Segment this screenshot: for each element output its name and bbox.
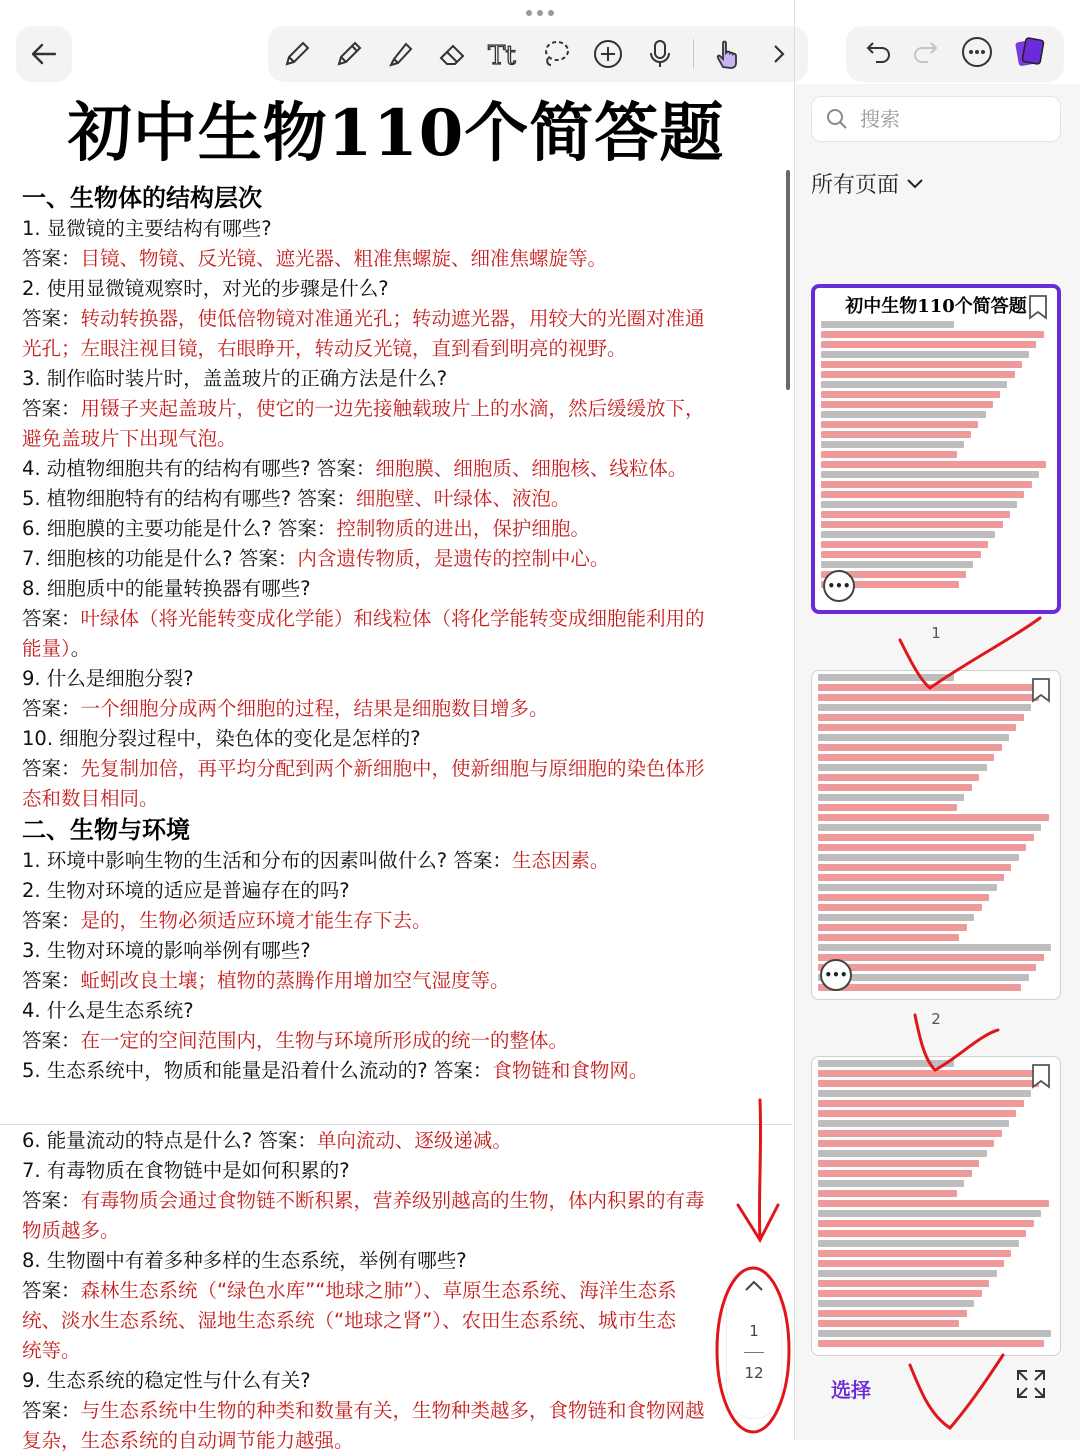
thumbnail-line xyxy=(818,1280,989,1287)
answer: 答案：与生态系统中生物的种类和数量有关，生物种类越多，食物链和食物网越 xyxy=(22,1399,705,1422)
thumbnail-line xyxy=(818,904,982,911)
thumbnail-line xyxy=(821,361,1022,368)
thumbnail-line xyxy=(818,874,1004,881)
question-answer: 1. 环境中影响生物的生活和分布的因素叫做什么? 答案：生态因素。 xyxy=(22,849,610,872)
thumbnail-line xyxy=(818,1190,957,1197)
thumbnail-line xyxy=(818,1170,972,1177)
thumbnail-line xyxy=(818,1120,1009,1127)
question: 10. 细胞分裂过程中，染色体的变化是怎样的? xyxy=(22,727,421,750)
thumbnail-line xyxy=(818,864,1011,871)
lasso-icon[interactable] xyxy=(538,35,576,73)
answer: 答案：有毒物质会通过食物链不断积累，营养级别越高的生物，体内积累的有毒 xyxy=(22,1189,705,1212)
right-toolbar xyxy=(846,26,1064,82)
back-button[interactable] xyxy=(16,26,72,82)
expand-icon[interactable] xyxy=(1015,1368,1047,1404)
page-navigator[interactable] xyxy=(727,1268,781,1418)
question: 9. 什么是细胞分裂? xyxy=(22,667,194,690)
thumbnail-line xyxy=(818,1130,1002,1137)
thumbnail-line xyxy=(818,1230,1026,1237)
answer: 答案：目镜、物镜、反光镜、遮光器、粗准焦螺旋、细准焦螺旋等。 xyxy=(22,247,608,270)
question: 8. 细胞质中的能量转换器有哪些? xyxy=(22,577,311,600)
question: 3. 生物对环境的影响举例有哪些? xyxy=(22,939,311,962)
drawing-toolbar xyxy=(268,26,808,82)
highlighter-icon[interactable] xyxy=(382,35,420,73)
section-1 xyxy=(22,182,762,1086)
thumbnail-line xyxy=(818,1090,1031,1097)
thumbnail-line xyxy=(821,371,1015,378)
thumbnail-line xyxy=(818,1110,1016,1117)
touch-hand-icon[interactable] xyxy=(708,35,746,73)
page-filter-dropdown[interactable] xyxy=(811,168,925,199)
thumbnail-line xyxy=(818,844,1026,851)
question-answer: 6. 能量流动的特点是什么? 答案：单向流动、逐级递减。 xyxy=(22,1129,512,1152)
page-thumbnail-2[interactable] xyxy=(811,670,1061,1000)
undo-icon[interactable] xyxy=(864,40,892,68)
thumbnail-line xyxy=(821,351,1029,358)
total-pages: 12 xyxy=(744,1364,764,1382)
thumbnail-line xyxy=(818,804,957,811)
thumbnail-line xyxy=(818,674,954,681)
answer-continued: 光孔；左眼注视目镜，右眼睁开，转动反光镜，直到看到明亮的视野。 xyxy=(22,337,627,360)
eraser-icon[interactable] xyxy=(434,35,472,73)
thumbnail-line xyxy=(821,391,1000,398)
answer: 答案：在一定的空间范围内，生物与环境所形成的统一的整体。 xyxy=(22,1029,569,1052)
section-heading: 一、生物体的结构层次 xyxy=(22,184,262,212)
thumbnail-line xyxy=(821,321,954,328)
answer: 答案：叶绿体（将光能转变成化学能）和线粒体（将化学能转变成细胞能利用的 xyxy=(22,607,705,630)
thumbnail-line xyxy=(821,411,986,418)
current-page: 1 xyxy=(749,1322,759,1340)
thumbnail-line xyxy=(818,1210,1041,1217)
thumbnail-line xyxy=(821,561,973,568)
question-answer: 5. 生态系统中，物质和能量是沿着什么流动的? 答案：食物链和食物网。 xyxy=(22,1059,649,1082)
thumbnail-line xyxy=(818,1250,1011,1257)
thumbnail-line xyxy=(818,984,1021,991)
pen-icon[interactable] xyxy=(278,35,316,73)
thumbnail-line xyxy=(821,541,988,548)
thumbnail-line xyxy=(818,1200,1049,1207)
thumbnail-line xyxy=(818,684,1046,691)
thumbnail-text-lines xyxy=(812,1060,1060,1347)
thumbnail-line xyxy=(818,924,967,931)
thumbnail-line xyxy=(821,401,993,408)
thumbnail-line xyxy=(821,471,1039,478)
thumbnail-line xyxy=(821,421,978,428)
thumbnail-line xyxy=(818,954,1044,961)
answer-continued: 统等。 xyxy=(22,1339,81,1362)
answer: 答案：先复制加倍，再平均分配到两个新细胞中，使新细胞与原细胞的染色体形 xyxy=(22,757,705,780)
thumbnail-line xyxy=(818,894,989,901)
thumbnail-line xyxy=(821,431,971,438)
answer: 答案：转动转换器，使低倍物镜对准通光孔；转动遮光器，用较大的光圈对准通 xyxy=(22,307,705,330)
thumbnail-line xyxy=(818,1150,987,1157)
thumbnail-line xyxy=(821,341,1036,348)
thumbnail-line xyxy=(818,1300,974,1307)
thumbnail-line xyxy=(821,331,1044,338)
thumbnail-line xyxy=(818,1310,967,1317)
question: 3. 制作临时装片时，盖盖玻片的正确方法是什么? xyxy=(22,367,448,390)
thumbnail-line xyxy=(821,441,964,448)
thumbnail-line xyxy=(818,1240,1019,1247)
thumbnail-line xyxy=(818,784,972,791)
thumbnail-line xyxy=(821,531,995,538)
thumbnail-line xyxy=(818,1260,1004,1267)
question: 4. 什么是生态系统? xyxy=(22,999,194,1022)
arrow-left-icon xyxy=(31,43,57,65)
document-scrollbar[interactable] xyxy=(786,170,790,390)
question: 9. 生态系统的稳定性与什么有关? xyxy=(22,1369,311,1392)
thumbnail-line xyxy=(818,1340,1044,1347)
thumbnail-line xyxy=(818,1320,959,1327)
page-fraction-bar xyxy=(744,1352,764,1353)
answer: 答案：是的，生物必须适应环境才能生存下去。 xyxy=(22,909,432,932)
thumbnail-line xyxy=(821,461,1046,468)
thumbnail-line xyxy=(821,511,1010,518)
more-icon[interactable] xyxy=(960,35,994,73)
document-page[interactable] xyxy=(0,84,792,1452)
bookmark-icon[interactable] xyxy=(1027,294,1049,320)
thumbnail-line xyxy=(818,714,1024,721)
bookmark-icon[interactable] xyxy=(1030,1063,1052,1089)
answer: 答案：用镊子夹起盖玻片，使它的一边先接触载玻片上的水滴，然后缓缓放下， xyxy=(22,397,705,420)
thumbnail-line xyxy=(818,764,987,771)
window-grabber[interactable] xyxy=(524,8,556,18)
search-field[interactable] xyxy=(811,96,1061,142)
search-input[interactable] xyxy=(858,106,1032,132)
thumbnail-line xyxy=(818,1270,997,1277)
thumbnail-line xyxy=(818,824,1041,831)
thumbnail-line xyxy=(821,491,1024,498)
thumbnail-line xyxy=(818,854,1019,861)
answer-continued: 物质越多。 xyxy=(22,1219,120,1242)
thumbnail-line xyxy=(818,1060,954,1067)
chevron-up-icon[interactable] xyxy=(727,1278,781,1297)
thumbnail-line xyxy=(818,884,997,891)
bookmark-icon[interactable] xyxy=(1030,677,1052,703)
answer-continued: 复杂，生态系统的自动调节能力越强。 xyxy=(22,1429,354,1452)
answer-continued: 统、淡水生态系统、湿地生态系统（“地球之肾”）、农田生态系统、城市生态 xyxy=(22,1309,676,1332)
toolbar-divider xyxy=(693,39,694,69)
thumbnail-more-icon[interactable]: ••• xyxy=(823,570,855,602)
answer-continued: 态和数目相同。 xyxy=(22,787,159,810)
thumbnail-line xyxy=(821,451,957,458)
answer-continued: 避免盖玻片下出现气泡。 xyxy=(22,427,237,450)
page-number: 1 xyxy=(931,624,941,642)
thumbnail-line xyxy=(818,1100,1024,1107)
question-answer: 6. 细胞膜的主要功能是什么? 答案：控制物质的进出，保护细胞。 xyxy=(22,517,590,540)
thumbnail-line xyxy=(818,744,1002,751)
document-title: 初中生物110个简答题 xyxy=(67,96,725,171)
thumbnail-line xyxy=(818,1220,1034,1227)
thumbnail-line xyxy=(818,754,994,761)
page-sidebar xyxy=(795,84,1080,1440)
question: 2. 生物对环境的适应是普遍存在的吗? xyxy=(22,879,350,902)
thumbnail-text-lines xyxy=(815,321,1057,588)
microphone-icon[interactable] xyxy=(641,35,679,73)
thumbnail-line xyxy=(821,481,1032,488)
select-button[interactable]: 选择 xyxy=(831,1378,871,1402)
chevron-down-icon xyxy=(905,177,925,191)
page-thumbnail-3[interactable] xyxy=(811,1056,1061,1356)
thumbnail-line xyxy=(818,724,1016,731)
text-icon[interactable] xyxy=(486,35,524,73)
pencil-icon[interactable] xyxy=(330,35,368,73)
thumbnail-line xyxy=(818,834,1034,841)
add-icon[interactable] xyxy=(589,35,627,73)
thumbnail-line xyxy=(818,1290,982,1297)
question: 1. 显微镜的主要结构有哪些? xyxy=(22,217,272,240)
question-answer: 4. 动植物细胞共有的结构有哪些? 答案：细胞膜、细胞质、细胞核、线粒体。 xyxy=(22,457,688,480)
thumbnail-line xyxy=(818,1160,979,1167)
thumbnail-line xyxy=(818,794,964,801)
answer: 答案：森林生态系统（“绿色水库”“地球之肺”）、草原生态系统、海洋生态系 xyxy=(22,1279,677,1302)
thumbnail-line xyxy=(818,1080,1039,1087)
thumbnail-line xyxy=(818,934,959,941)
thumbnail-more-icon[interactable]: ••• xyxy=(820,959,852,991)
answer-continued: 能量）。 xyxy=(22,637,91,660)
question: 8. 生物圈中有着多种多样的生态系统，举例有哪些? xyxy=(22,1249,467,1272)
thumbnail-line xyxy=(818,1330,1051,1337)
svg-text:Tt: Tt xyxy=(487,41,516,71)
redo-icon[interactable] xyxy=(912,40,940,68)
thumbnail-line xyxy=(821,501,1017,508)
thumbnail-line xyxy=(818,694,1039,701)
thumbnail-line xyxy=(818,944,1051,951)
thumbnail-line xyxy=(818,1180,964,1187)
thumbnail-line xyxy=(818,814,1049,821)
thumbnail-title: 初中生物110个简答题 xyxy=(845,296,1027,317)
answer: 答案：蚯蚓改良土壤；植物的蒸腾作用增加空气湿度等。 xyxy=(22,969,510,992)
app-icon[interactable] xyxy=(1014,35,1046,73)
search-icon xyxy=(826,108,848,130)
page-2-content xyxy=(22,1126,762,1456)
thumbnail-line xyxy=(821,521,1003,528)
thumbnail-line xyxy=(818,704,1031,711)
question: 2. 使用显微镜观察时，对光的步骤是什么? xyxy=(22,277,389,300)
filter-label: 所有页面 xyxy=(811,173,900,198)
thumbnail-line xyxy=(818,774,979,781)
page-thumbnail-1[interactable] xyxy=(811,284,1061,614)
thumbnail-text-lines xyxy=(812,674,1060,991)
answer: 答案：一个细胞分成两个细胞的过程，结果是细胞数目增多。 xyxy=(22,697,549,720)
page-number: 2 xyxy=(931,1010,941,1028)
thumbnail-line xyxy=(818,914,974,921)
question: 7. 有毒物质在食物链中是如何积累的? xyxy=(22,1159,350,1182)
chevron-right-icon[interactable] xyxy=(760,35,798,73)
question-answer: 7. 细胞核的功能是什么? 答案：内含遗传物质，是遗传的控制中心。 xyxy=(22,547,610,570)
question-answer: 5. 植物细胞特有的结构有哪些? 答案：细胞壁、叶绿体、液泡。 xyxy=(22,487,571,510)
thumbnail-line xyxy=(818,734,1009,741)
thumbnail-line xyxy=(821,381,1007,388)
thumbnail-line xyxy=(818,1070,1046,1077)
page-divider xyxy=(0,1124,792,1125)
thumbnail-line xyxy=(821,551,981,558)
section-heading: 二、生物与环境 xyxy=(22,816,190,844)
thumbnail-line xyxy=(818,1140,994,1147)
